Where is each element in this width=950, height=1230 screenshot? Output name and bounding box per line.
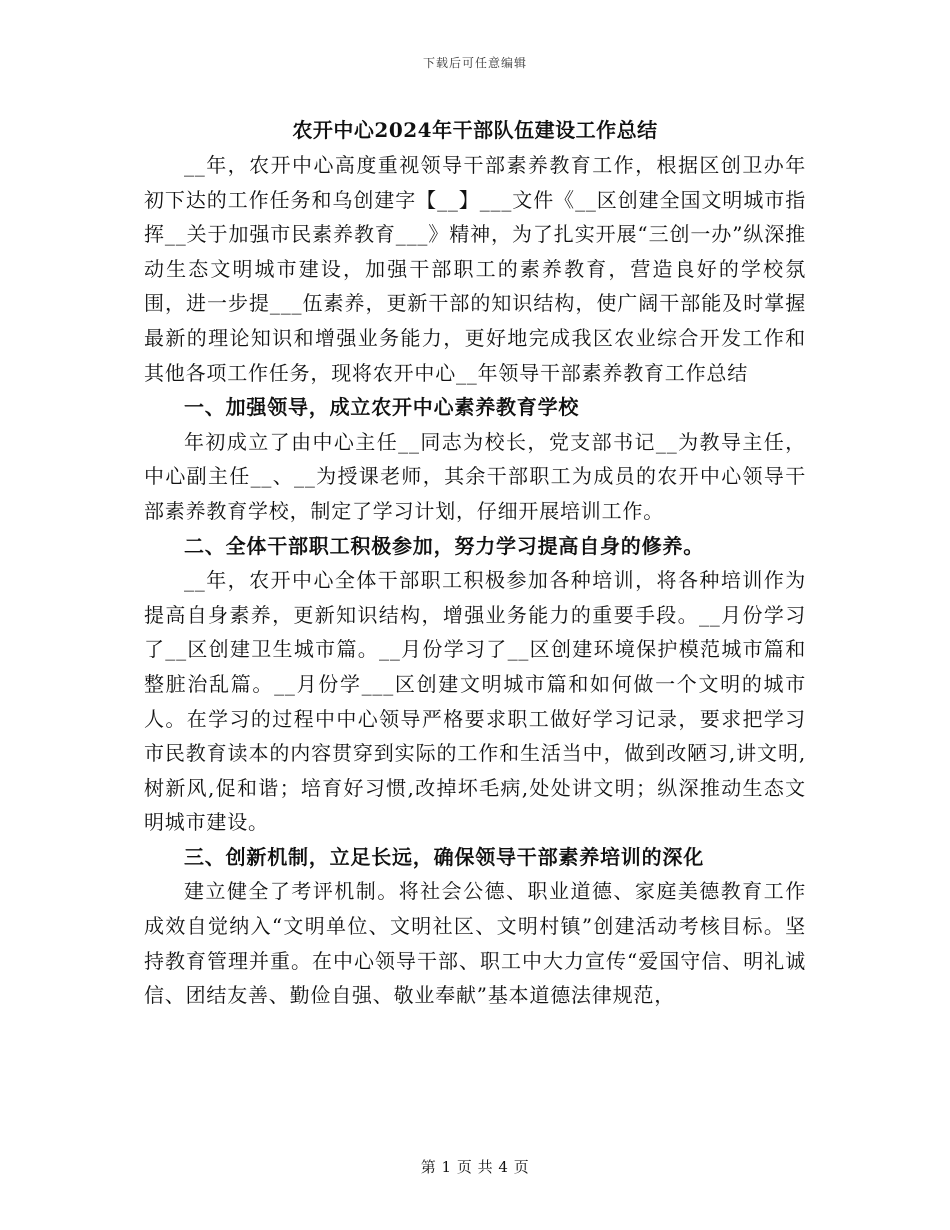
document-title: 农开中心2024年干部队伍建设工作总结 — [292, 118, 658, 142]
intro-paragraph: __年，农开中心高度重视领导干部素养教育工作，根据区创卫办年初下达的工作任务和乌创建字【__】___文件《__区创建全国文明城市指挥__关于加强市民素养教育___》精神，为了扎实开展“三创一办”纵深推动生态文明城市建设，加强干部职工的素养教育，营造良好的学校氛围，进一步提___伍素养，更新干部的知识结构，使广阔干部能及时掌握最新的理论知识和增强业务能力，更好地完成我区农业综合开发工作和其他各项工作任务，现将农开中心__年领导干部素养教育工作总结 — [144, 153, 806, 385]
section-2-heading: 二、全体干部职工积极参加，努力学习提高自身的修养。 — [184, 533, 704, 558]
section-3-heading: 三、创新机制，立足长远，确保领导干部素养培训的深化 — [184, 844, 704, 869]
section-1-paragraph: 年初成立了由中心主任__同志为校长，党支部书记__为教导主任，中心副主任__、__为授课老师，其余干部职工为成员的农开中心领导干部素养教育学校，制定了学习计划，仔细开展培训工作。 — [144, 429, 806, 523]
section-2-paragraph: __年，农开中心全体干部职工积极参加各种培训，将各种培训作为提高自身素养，更新知识结构，增强业务能力的重要手段。__月份学习了__区创建卫生城市篇。__月份学习了__区创建环境保护模范城市篇和整脏治乱篇。__月份学___区创建文明城市篇和如何做一个文明的城市人。在学习的过程中中心领导严格要求职工做好学习记录，要求把学习市民教育读本的内容贯穿到实际的工作和生活当中，做到改陋习,讲文明,树新风,促和谐；培育好习惯,改掉坏毛病,处处讲文明；纵深推动生态文明城市建设。 — [144, 568, 806, 835]
section-1-heading: 一、加强领导，成立农开中心素养教育学校 — [184, 395, 580, 420]
document-body — [144, 148, 806, 1013]
page-number-footer: 第 1 页 共 4 页 — [420, 1158, 530, 1176]
header-note: 下载后可任意编辑 — [422, 56, 527, 70]
section-3-paragraph: 建立健全了考评机制。将社会公德、职业道德、家庭美德教育工作成效自觉纳入“文明单位、文明社区、文明村镇”创建活动考核目标。坚持教育管理并重。在中心领导干部、职工中大力宣传“爱国守信、明礼诚信、团结友善、勤俭自强、敬业奉献”基本道德法律规范， — [144, 879, 806, 1008]
